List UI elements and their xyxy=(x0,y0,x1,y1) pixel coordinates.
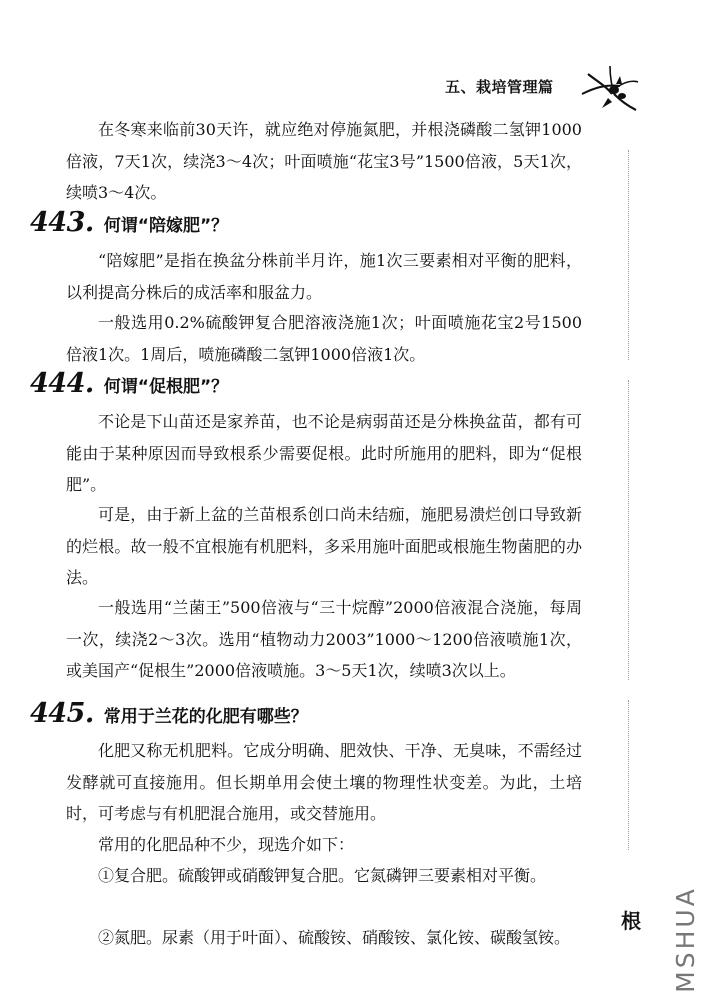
list-item-compound-fertilizer: ①复合肥。硫酸钾或硝酸钾复合肥。它氮磷钾三要素相对平衡。 xyxy=(98,866,547,885)
paragraph-root-fertilizer: 不论是下山苗还是家养苗，也不论是病弱苗还是分株换盆苗，都有可能由于某种原因而导致根系少需要促根。此时所施用的肥料，即为“促根肥”。 xyxy=(66,412,582,494)
chapter-header-title: 五、栽培管理篇 xyxy=(445,78,554,96)
paragraph-dowry-fertilizer: “陪嫁肥”是指在换盆分株前半月许，施1次三要素相对平衡的肥料，以利提高分株后的成活率和服盆力。 xyxy=(66,251,582,302)
section-number: 444. xyxy=(30,368,94,399)
margin-guide xyxy=(628,700,629,850)
section-443-heading xyxy=(30,207,228,241)
orchid-flower-icon xyxy=(580,64,640,112)
watermark xyxy=(665,880,705,998)
list-item-nitrogen-fertilizer: ②氮肥。尿素（用于叶面）、硫酸铵、硝酸铵、氯化铵、碳酸氢铵。 xyxy=(98,928,571,947)
section-title: 常用于兰花的化肥有哪些？ xyxy=(103,707,308,727)
section-445-heading xyxy=(30,698,308,732)
paragraph-root-method: 一般选用“兰菌王”500倍液与“三十烷醇”2000倍液混合浇施，每周一次，续浇2～3次。选用“植物动力2003”1000～1200倍液喷施1次，或美国产“促根生”2000倍液喷施。3～5天1次，续喷3次以上。 xyxy=(66,598,582,680)
section-title: 何谓“促根肥”？ xyxy=(103,377,229,397)
section-number: 445. xyxy=(30,698,94,729)
paragraph-cold-season: 在冬寒来临前30天许，就应绝对停施氮肥，并根浇磷酸二氢钾1000倍液，7天1次，续浇3～4次；叶面喷施“花宝3号”1500倍液，5天1次，续喷3～4次。 xyxy=(66,120,582,202)
section-title: 何谓“陪嫁肥”？ xyxy=(103,216,229,236)
watermark-text: MSHUA xyxy=(670,885,700,993)
section-number: 443. xyxy=(30,207,94,238)
paragraph-dowry-method: 一般选用0.2%硫酸钾复合肥溶液浇施1次；叶面喷施花宝2号1500倍液1次。1周后，喷施磷酸二氢钾1000倍液1次。 xyxy=(66,313,582,364)
paragraph-chemical-fertilizer: 化肥又称无机肥料。它成分明确、肥效快、干净、无臭味，不需经过发酵就可直接施用。但长期单用会使土壤的物理性状变差。为此，土培时，可考虑与有机肥混合施用，或交替施用。 xyxy=(66,741,582,823)
paragraph-root-caution: 可是，由于新上盆的兰苗根系创口尚未结痂，施肥易溃烂创口导致新的烂根。故一般不宜根施有机肥料，多采用施叶面肥或根施生物菌肥的办法。 xyxy=(66,505,582,587)
margin-guide xyxy=(628,150,629,360)
side-tab-label: 根 xyxy=(621,909,641,933)
paragraph-common-types: 常用的化肥品种不少，现选介如下： xyxy=(98,835,355,854)
margin-guide xyxy=(628,380,629,680)
section-444-heading xyxy=(30,368,228,402)
